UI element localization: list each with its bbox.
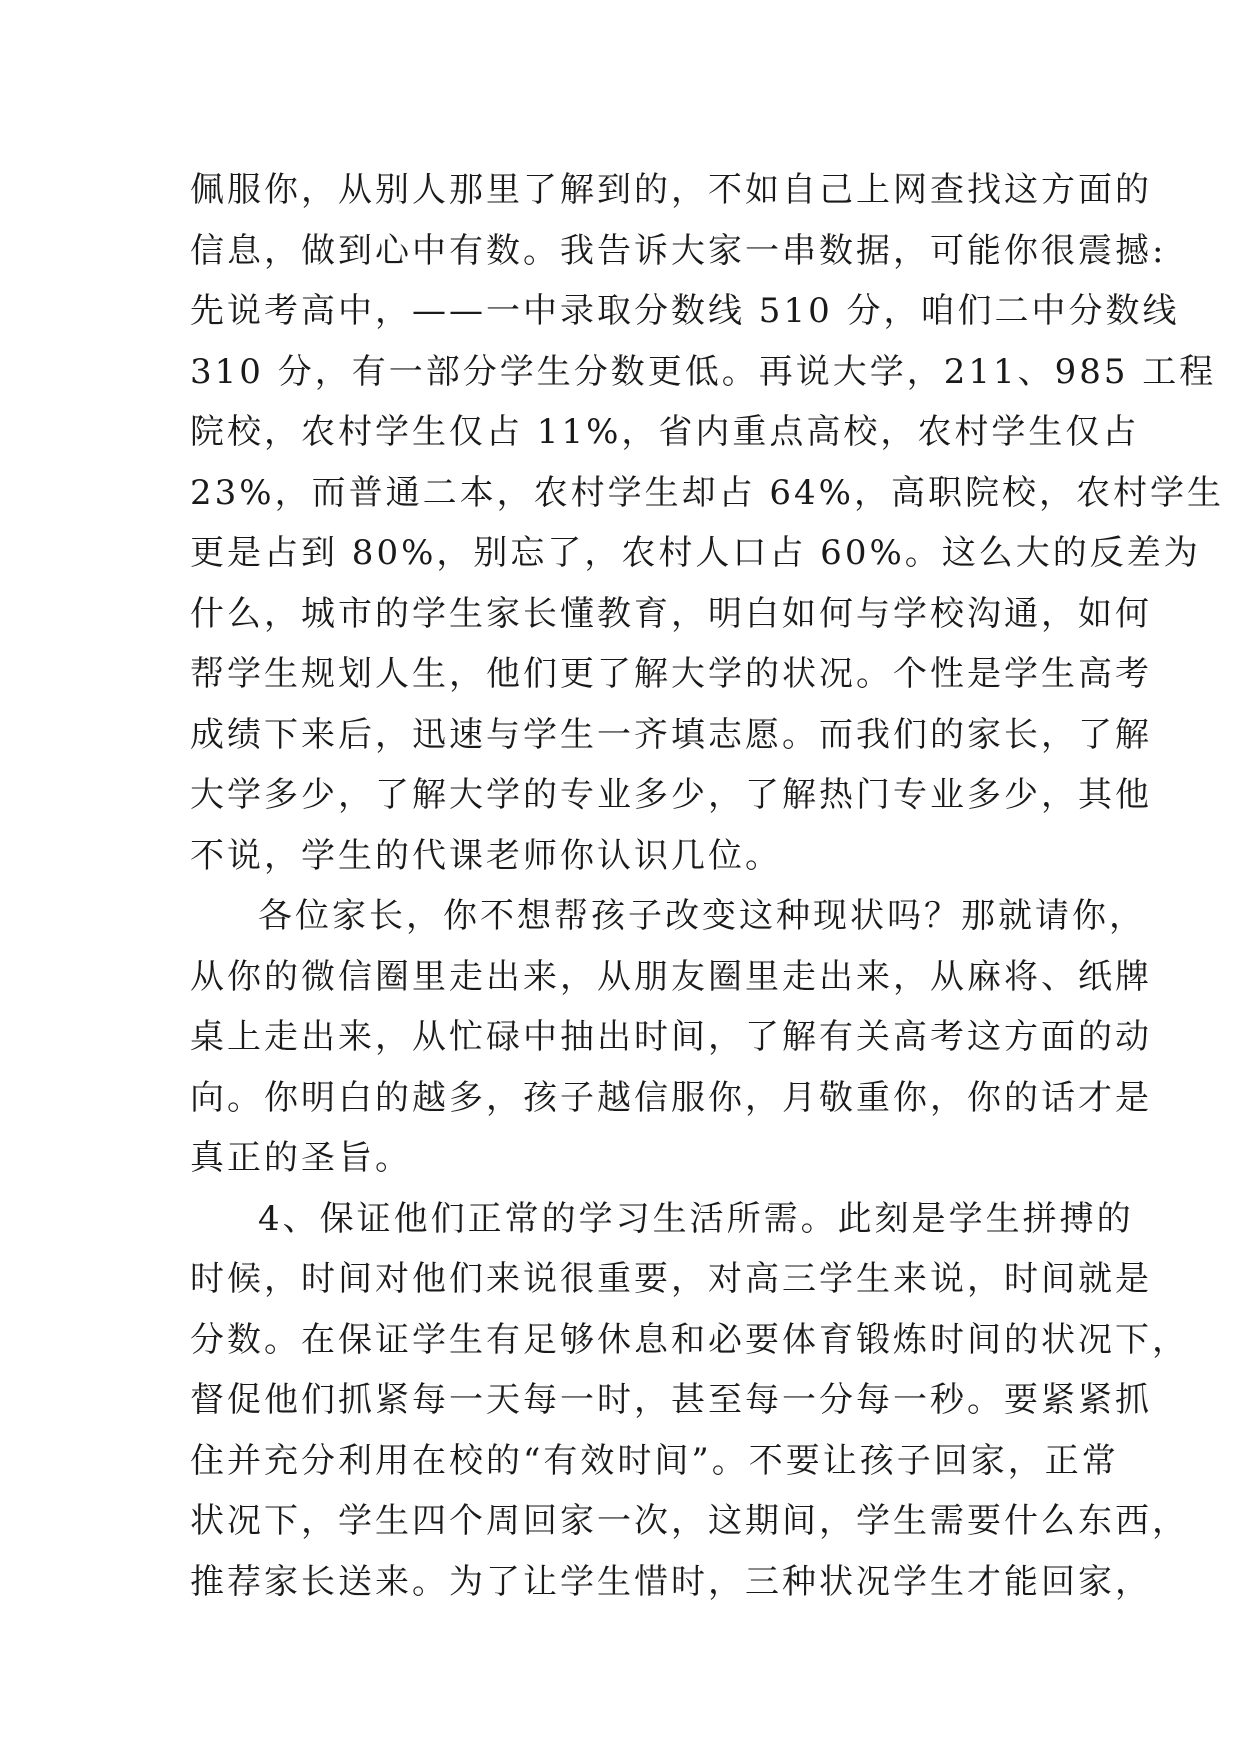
text-line: 佩服你，从别人那里了解到的，不如自己上网查找这方面的 <box>190 170 1152 210</box>
paragraph-2 <box>190 886 1152 1189</box>
text-line: 更是占到 80%，别忘了，农村人口占 60%。这么大的反差为 <box>190 533 1201 573</box>
text-line: 什么，城市的学生家长懂教育，明白如何与学校沟通，如何 <box>190 593 1152 634</box>
text-line: 时候，时间对他们来说很重要，对高三学生来说，时间就是 <box>190 1259 1152 1299</box>
text-line: 推荐家长送来。为了让学生惜时，三种状况学生才能回家， <box>190 1561 1152 1602</box>
text-line: 先说考高中，——一中录取分数线 510 分，咱们二中分数线 <box>190 291 1180 331</box>
text-line: 桌上走出来，从忙碌中抽出时间，了解有关高考这方面的动 <box>190 1017 1152 1057</box>
text-line: 真正的圣旨。 <box>190 1138 412 1178</box>
text-line: 大学多少，了解大学的专业多少，了解热门专业多少，其他 <box>190 775 1152 815</box>
text-line: 从你的微信圈里走出来，从朋友圈里走出来，从麻将、纸牌 <box>190 956 1152 997</box>
text-line: 分数。在保证学生有足够休息和必要体育锻炼时间的状况下， <box>190 1319 1189 1360</box>
text-line: 23%，而普通二本，农村学生却占 64%，高职院校，农村学生 <box>190 472 1224 513</box>
text-line: 住并充分利用在校的“有效时间”。不要让孩子回家，正常 <box>190 1440 1119 1481</box>
text-line: 各位家长，你不想帮孩子改变这种现状吗？那就请你， <box>258 896 1146 936</box>
paragraph-3 <box>190 1189 1189 1613</box>
text-line: 310 分，有一部分学生分数更低。再说大学，211、985 工程 <box>190 351 1217 392</box>
text-line: 帮学生规划人生，他们更了解大学的状况。个性是学生高考 <box>190 654 1152 694</box>
paragraph-1 <box>190 160 1224 886</box>
document-body <box>190 160 1224 1612</box>
text-line: 督促他们抓紧每一天每一时，甚至每一分每一秒。要紧紧抓 <box>190 1380 1152 1420</box>
text-line: 状况下，学生四个周回家一次，这期间，学生需要什么东西， <box>190 1501 1189 1541</box>
text-line: 院校，农村学生仅占 11%，省内重点高校，农村学生仅占 <box>190 412 1140 452</box>
text-line: 4、保证他们正常的学习生活所需。此刻是学生拼搏的 <box>258 1198 1134 1239</box>
text-line: 成绩下来后，迅速与学生一齐填志愿。而我们的家长，了解 <box>190 714 1152 755</box>
text-line: 信息，做到心中有数。我告诉大家一串数据，可能你很震撼: <box>190 230 1167 271</box>
text-line: 向。你明白的越多，孩子越信服你，月敬重你，你的话才是 <box>190 1077 1152 1118</box>
text-line: 不说，学生的代课老师你认识几位。 <box>190 835 782 876</box>
